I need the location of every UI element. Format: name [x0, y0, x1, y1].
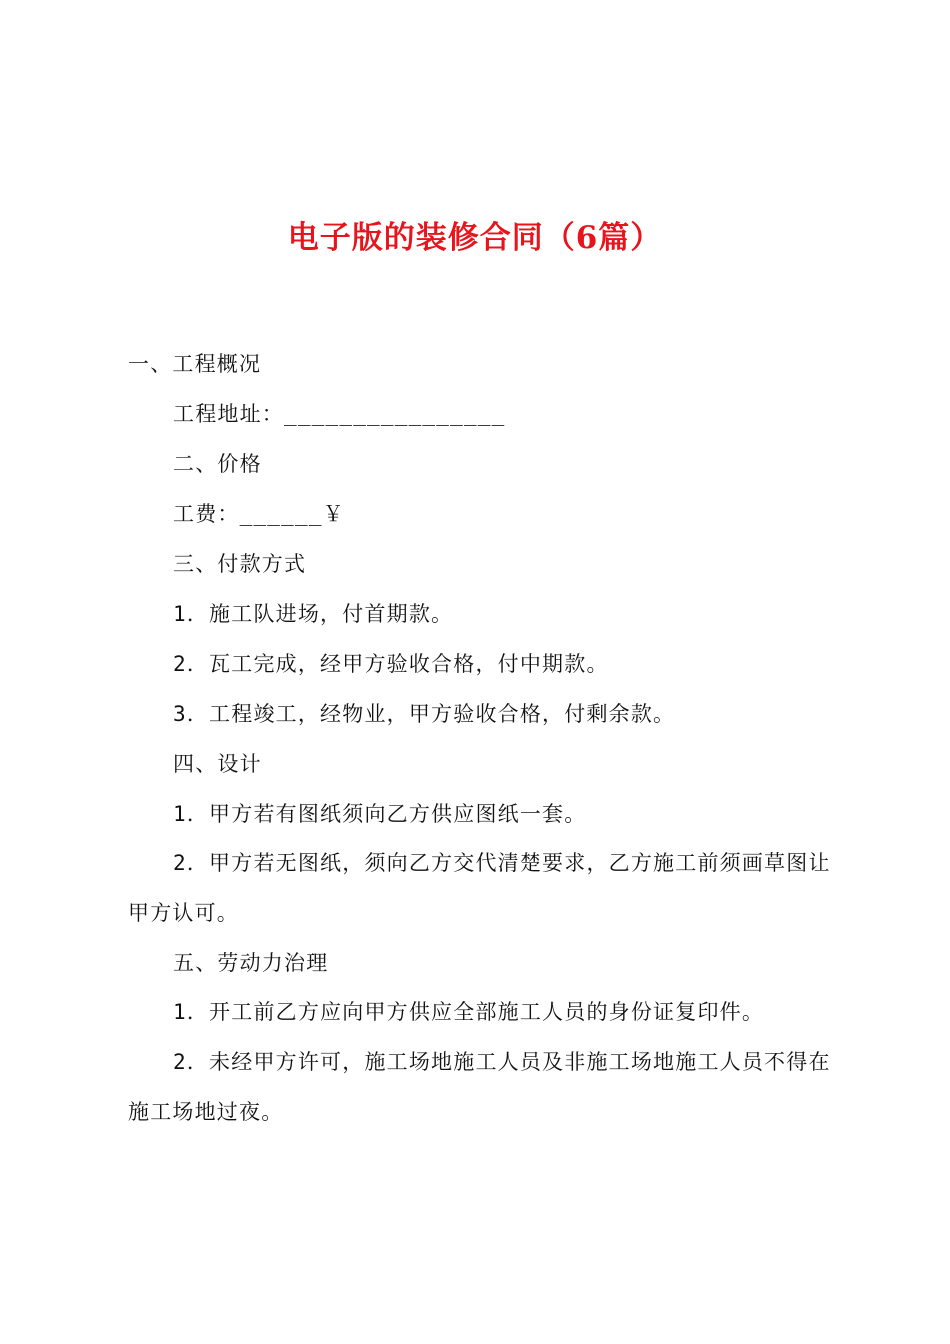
paragraph: 2．未经甲方许可，施工场地施工人员及非施工场地施工人员不得在 — [173, 1050, 831, 1074]
paragraph: 2．甲方若无图纸，须向乙方交代清楚要求，乙方施工前须画草图让 — [173, 851, 831, 875]
paragraph-continuation: 甲方认可。 — [128, 901, 239, 925]
section-heading: 二、价格 — [173, 452, 262, 476]
paragraph: 1．开工前乙方应向甲方供应全部施工人员的身份证复印件。 — [173, 1000, 765, 1024]
paragraph: 2．瓦工完成，经甲方验收合格，付中期款。 — [173, 652, 609, 676]
paragraph-continuation: 施工场地过夜。 — [128, 1100, 284, 1124]
paragraph: 工程地址：________________ — [173, 402, 506, 426]
paragraph: 1．施工队进场，付首期款。 — [173, 602, 454, 626]
paragraph: 工费：______￥ — [173, 502, 345, 526]
section-heading: 五、劳动力治理 — [173, 951, 329, 975]
paragraph: 1．甲方若有图纸须向乙方供应图纸一套。 — [173, 802, 587, 826]
paragraph: 3．工程竣工，经物业，甲方验收合格，付剩余款。 — [173, 702, 676, 726]
section-heading: 一、工程概况 — [128, 352, 262, 376]
document-title: 电子版的装修合同（6篇） — [287, 220, 663, 256]
section-heading: 三、付款方式 — [173, 552, 307, 576]
section-heading: 四、设计 — [173, 752, 262, 776]
